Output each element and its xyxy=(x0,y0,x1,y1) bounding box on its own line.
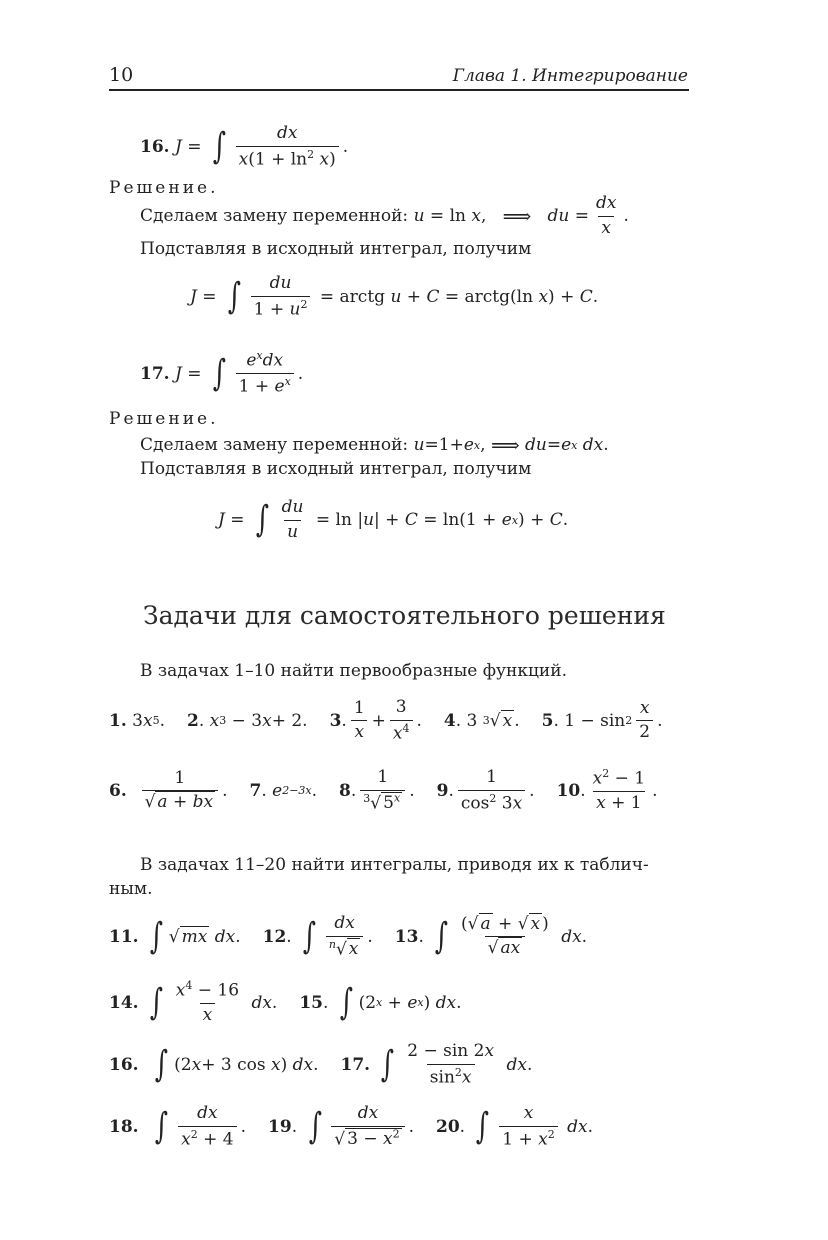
ex17-substitute-text: Подставляя в исходный интеграл, получим xyxy=(140,459,532,479)
ex16-formula: J xyxy=(174,136,182,157)
problem-6-number: 6. xyxy=(109,780,127,801)
problem-2-number: 2 xyxy=(186,710,199,731)
section-intro-2b: ным. xyxy=(109,879,153,899)
ex16-solution-label: Решение. xyxy=(109,178,219,198)
problems-row-11-13: 11. ∫ √ mx dx . 12 . ∫ $\frac{dx}{^n√ x}$ . 13 . ∫ $\frac{(√ a + √ x )}{√ ax}$ dx . xyxy=(109,913,588,960)
ex16-sub-text: Сделаем замену переменной: xyxy=(140,206,409,227)
problem-3-number: 3 xyxy=(329,710,342,731)
section-title: Задачи для самостоятельного решения xyxy=(143,601,666,630)
ex16-substitution: Сделаем замену переменной: u = ln x , ⟹ du = $\frac{dx}{x}$ . xyxy=(140,193,629,238)
ex17-number: 17. xyxy=(140,363,170,384)
problem-16-number: 16. xyxy=(109,1054,139,1075)
problems-row-16-17: 16. ∫ (2 x + 3 cos x ) dx . 17. ∫ $\frac{2 - \sin 2x}{\sin^2x}$ dx . xyxy=(109,1041,533,1088)
problem-19-number: 19 xyxy=(268,1116,292,1137)
ex16-implies-symbol: ⟹ xyxy=(502,204,532,229)
ex17-sub-text: Сделаем замену переменной: xyxy=(140,435,409,455)
ex16-substitute-text: Подставляя в исходный интеграл, получим xyxy=(140,239,532,259)
problem-12-number: 12 xyxy=(262,926,287,947)
problem-18-number: 18. xyxy=(109,1116,139,1137)
problems-row-6-10: 6. $\frac{1}{√ a + bx}$ . 7 . e 2−3x . 8 . $\frac{1}{^3√ 5^x}$ . 9 . $\frac{1}{\cos^2 3x}$ . 10 . $\frac{x^2 - 1}{x + 1}$ . xyxy=(109,767,658,814)
problems-row-1-5: 1. 3 x 5 . 2 . x 3 − 3 x + 2. 3 . $\frac{1}{x}$ + $\frac{3}{x^4}$ . 4 . 3 3 √ x . 5 . 1 − sin 2 $\frac{x}{2}$ . xyxy=(109,697,663,744)
problem-14-number: 14. xyxy=(109,992,139,1013)
ex16-number: 16. xyxy=(140,136,170,157)
chapter-title: Глава 1. Интегрирование xyxy=(452,66,688,86)
problems-row-14-15: 14. ∫ $\frac{x^4 - 16}{x}$ dx . 15 . ∫ (2 x + e x ) dx . xyxy=(109,979,462,1026)
problem-4-number: 4 xyxy=(443,710,456,731)
ex17-result: J = ∫ $\frac{du}{u}$ = ln | u | + C = ln(1 + e x ) + C . xyxy=(218,497,569,542)
ex17-solution-label: Решение. xyxy=(109,409,219,429)
problem-9-number: 9 xyxy=(436,780,449,801)
problem-7-number: 7 xyxy=(249,780,262,801)
problem-5-number: 5 xyxy=(541,710,554,731)
ex17-substitution: Сделаем замену переменной: u =1+ e x , ⟹ du = e x dx . xyxy=(140,433,609,457)
header-rule xyxy=(109,89,689,91)
problems-row-18-20: 18. ∫ $\frac{dx}{x^2 + 4}$ . 19 . ∫ $\frac{dx}{√ 3 - x^2}$ . 20 . ∫ $\frac{x}{1 + x^2}$ dx . xyxy=(109,1103,594,1150)
problem-1-number: 1. xyxy=(109,710,127,731)
section-intro-2a: В задачах 11–20 найти интегралы, приводя их к таблич- xyxy=(140,855,649,875)
problem-8-number: 8 xyxy=(339,780,351,801)
problem-10-number: 10 xyxy=(556,780,581,801)
ex16-result: J = ∫ $\frac{du}{1 + u^2}$ = arctg u + C = arctg(ln x ) + C . xyxy=(190,273,599,320)
section-intro-1: В задачах 1–10 найти первообразные функций. xyxy=(140,661,567,681)
problem-15-number: 15 xyxy=(299,992,323,1013)
problem-17-number: 17. xyxy=(340,1054,371,1075)
problem-20-number: 20 xyxy=(436,1116,460,1137)
problem-11-number: 11. xyxy=(109,926,139,947)
ex17-implies-symbol: ⟹ xyxy=(490,433,520,457)
page-number: 10 xyxy=(109,64,134,86)
ex17-statement: 17. J = ∫ $\frac{e^xdx}{1 + e^x}$ . xyxy=(140,349,304,397)
problem-13-number: 13 xyxy=(394,926,419,947)
ex16-statement: 16. J = ∫ $\frac{dx}{x(1 + \ln^2 x)}$ . xyxy=(140,123,349,170)
